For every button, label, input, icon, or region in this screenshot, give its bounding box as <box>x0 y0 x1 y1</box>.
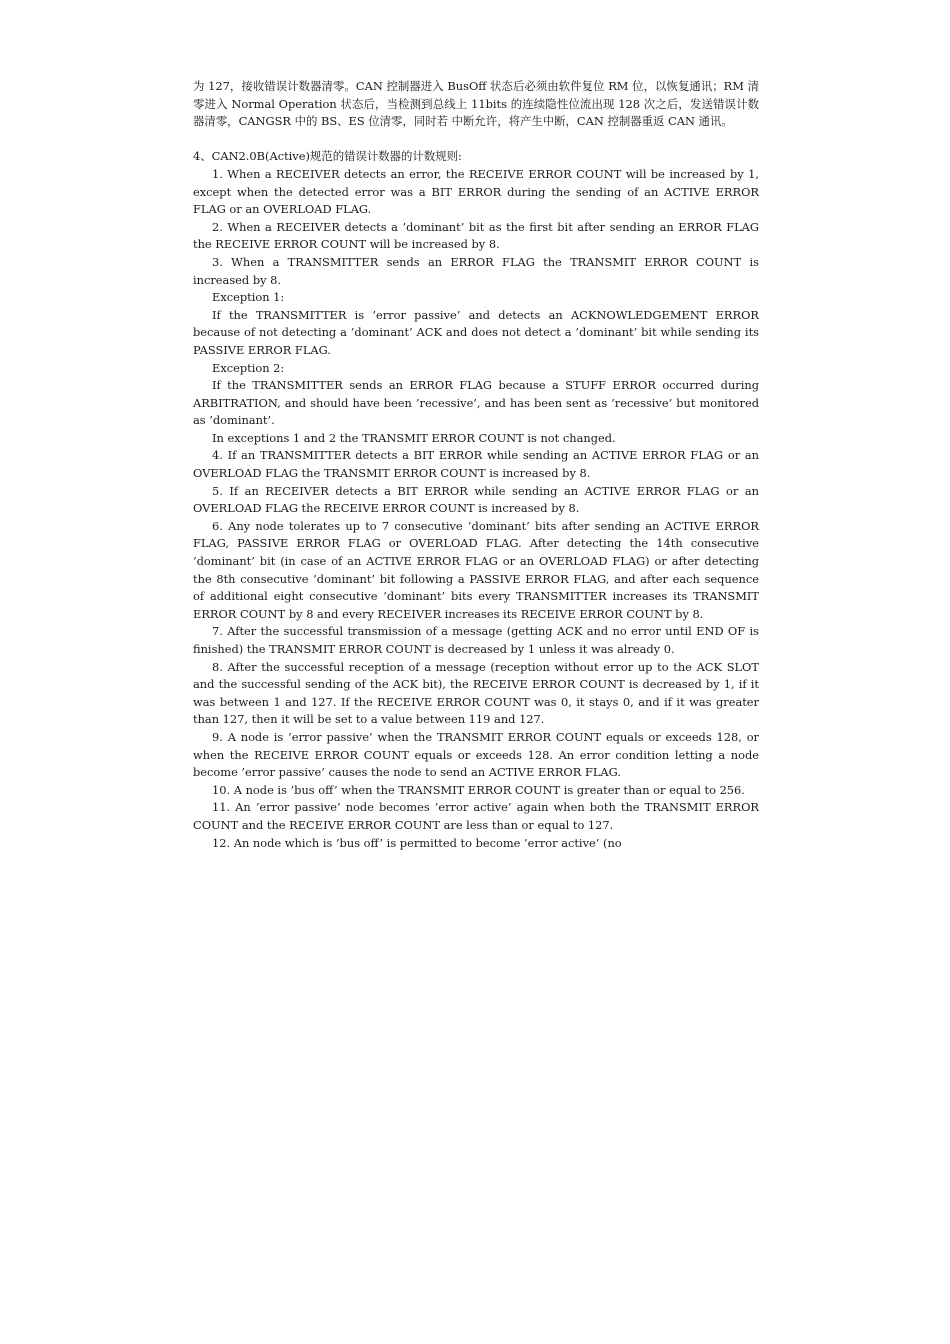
exception-1-text: If the TRANSMITTER is ’error passive’ and detects an ACKNOWLEDGEMENT ERROR because of not detecting a ’dominant’ ACK and does not detect a ’dominant’ bit while sending its PASSIVE ERROR FLAG. <box>193 307 759 357</box>
rule-4: 4. If an TRANSMITTER detects a BIT ERROR while sending an ACTIVE ERROR FLAG or an OVERLOAD FLAG the TRANSMIT ERROR COUNT is increased by 8. <box>193 448 759 481</box>
rule-11: 11. An ’error passive’ node becomes ’error active’ again when both the TRANSMIT ERROR COUNT and the RECEIVE ERROR COUNT are less than or equal to 127. <box>193 800 759 832</box>
exception-2-text: If the TRANSMITTER sends an ERROR FLAG because a STUFF ERROR occurred during ARBITRATION, and should have been ’recessive’, and has been sent as ’recessive’ but monitored as ’dominant’. <box>193 378 759 428</box>
document-page <box>193 78 759 852</box>
rule-1: 1. When a RECEIVER detects an error, the RECEIVE ERROR COUNT will be increased by 1, except when the detected error was a BIT ERROR during the sending of an ACTIVE ERROR FLAG or an OVERLOAD FLAG. <box>193 166 759 217</box>
exception-2-label: Exception 2: <box>212 360 285 375</box>
rule-6: 6. Any node tolerates up to 7 consecutive ’dominant’ bits after sending an ACTIVE ERROR FLAG, PASSIVE ERROR FLAG or OVERLOAD FLAG. After detecting the 14th consecutive ’dominant’ bit (in case of an ACTIVE ERROR FLAG or an OVERLOAD FLAG) or after detecting the 8th consecutive ’dominant’ bit following a PASSIVE ERROR FLAG, and after each sequence of additional eight consecutive ’dominant’ bits every TRANSMITTER increases its TRANSMIT ERROR COUNT by 8 and every RECEIVER increases its RECEIVE ERROR COUNT by 8. <box>193 518 759 621</box>
blank-line <box>193 131 759 149</box>
section-heading: 4、CAN2.0B(Active)规范的错误计数器的计数规则: <box>193 149 462 164</box>
intro-paragraph: 为 127，接收错误计数器清零。CAN 控制器进入 BusOff 状态后必须由软件复位 RM 位，以恢复通讯；RM 清零进入 Normal Operation 状态后，当检测到总线上 11bits 的连续隐性位流出现 128 次之后，发送错误计数器清零，CANGSR 中的 BS、ES 位清零，同时若 中断允许，将产生中断，CAN 控制器重返 CAN 通讯。 <box>193 79 759 129</box>
rule-12: 12. An node which is ’bus off’ is permitted to become ’error active’ (no <box>212 835 622 850</box>
rule-10: 10. A node is ’bus off’ when the TRANSMIT ERROR COUNT is greater than or equal to 256. <box>212 782 745 797</box>
exceptions-note: In exceptions 1 and 2 the TRANSMIT ERROR COUNT is not changed. <box>212 430 616 445</box>
rule-2: 2. When a RECEIVER detects a ’dominant’ bit as the first bit after sending an ERROR FLAG the RECEIVE ERROR COUNT will be increased by 8. <box>193 219 759 252</box>
rule-7: 7. After the successful transmission of a message (getting ACK and no error until END OF is finished) the TRANSMIT ERROR COUNT is decreased by 1 unless it was already 0. <box>193 624 759 656</box>
rule-8: 8. After the successful reception of a message (reception without error up to the ACK SLOT and the successful sending of the ACK bit), the RECEIVE ERROR COUNT is decreased by 1, if it was between 1 and 127. If the RECEIVE ERROR COUNT was 0, it stays 0, and if it was greater than 127, then it will be set to a value between 119 and 127. <box>193 659 759 727</box>
rule-5: 5. If an RECEIVER detects a BIT ERROR while sending an ACTIVE ERROR FLAG or an OVERLOAD FLAG the RECEIVE ERROR COUNT is increased by 8. <box>193 483 759 516</box>
rule-3: 3. When a TRANSMITTER sends an ERROR FLAG the TRANSMIT ERROR COUNT is increased by 8. <box>193 254 759 287</box>
exception-1-label: Exception 1: <box>212 290 285 305</box>
rule-9: 9. A node is ’error passive’ when the TRANSMIT ERROR COUNT equals or exceeds 128, or when the RECEIVE ERROR COUNT equals or exceeds 128. An error condition letting a node become ’error passive’ causes the node to send an ACTIVE ERROR FLAG. <box>193 729 759 780</box>
